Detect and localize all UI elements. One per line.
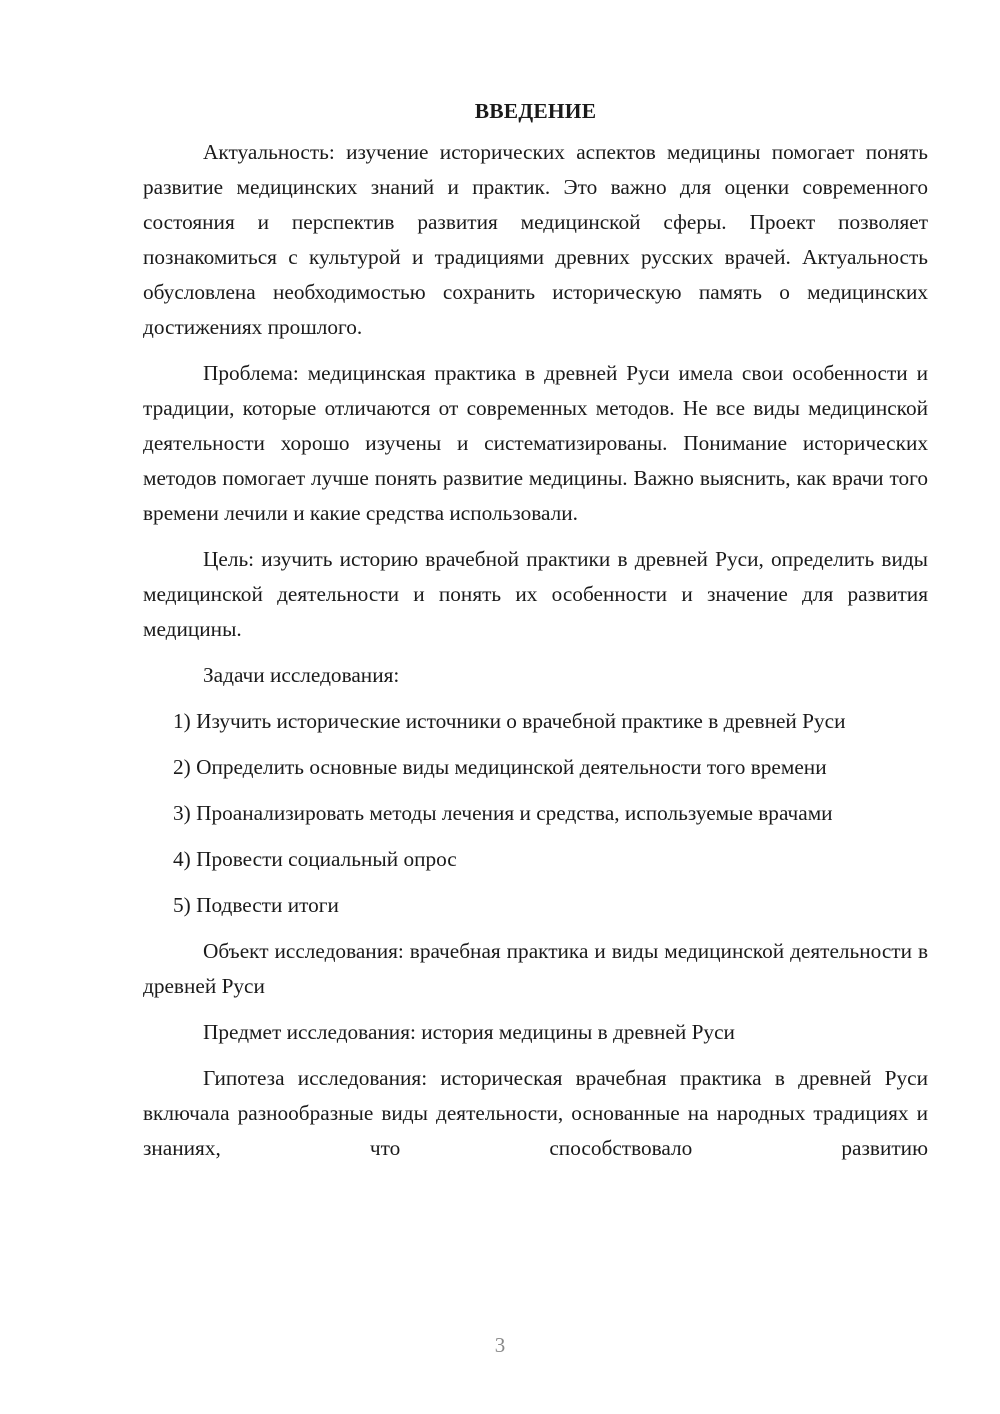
task-item-1: 1) Изучить исторические источники о врачебной практике в древней Руси	[173, 709, 846, 733]
task-item-3: 3) Проанализировать методы лечения и средства, используемые врачами	[173, 801, 833, 825]
problem-paragraph: Проблема: медицинская практика в древней Руси имела свои особенности и традиции, которые отличаются от современных методов. Не все виды медицинской деятельности хорошо изучены и систематизированы. Понимание исторических методов помогает лучше понять развитие медицины. Важно выяснить, как врачи того времени лечили и какие средства использовали.	[143, 361, 928, 525]
task-item-5: 5) Подвести итоги	[173, 893, 339, 917]
goal-paragraph: Цель: изучить историю врачебной практики в древней Руси, определить виды медицинской деятельности и понять их особенности и значение для развития медицины.	[143, 547, 928, 641]
tasks-list	[143, 704, 928, 923]
tasks-title: Задачи исследования:	[203, 663, 400, 687]
subject-paragraph: Предмет исследования: история медицины в древней Руси	[203, 1020, 735, 1044]
page-title: ВВЕДЕНИЕ	[474, 99, 597, 123]
document-page	[143, 94, 928, 1177]
hypothesis-paragraph: Гипотеза исследования: историческая врачебная практика в древней Руси включала разнообразные виды деятельности, основанные на народных традициях и знаниях, что способствовало развитию	[143, 1066, 928, 1160]
task-item-2: 2) Определить основные виды медицинской деятельности того времени	[173, 755, 827, 779]
page-number: 3	[494, 1333, 506, 1357]
relevance-paragraph: Актуальность: изучение исторических аспектов медицины помогает понять развитие медицинских знаний и практик. Это важно для оценки современного состояния и перспектив развития медицинской сферы. Проект позволяет познакомиться с культурой и традициями древних русских врачей. Актуальность обусловлена необходимостью сохранить историческую память о медицинских достижениях прошлого.	[143, 140, 928, 339]
object-paragraph: Объект исследования: врачебная практика и виды медицинской деятельности в древней Руси	[143, 939, 928, 998]
task-item-4: 4) Провести социальный опрос	[173, 847, 457, 871]
